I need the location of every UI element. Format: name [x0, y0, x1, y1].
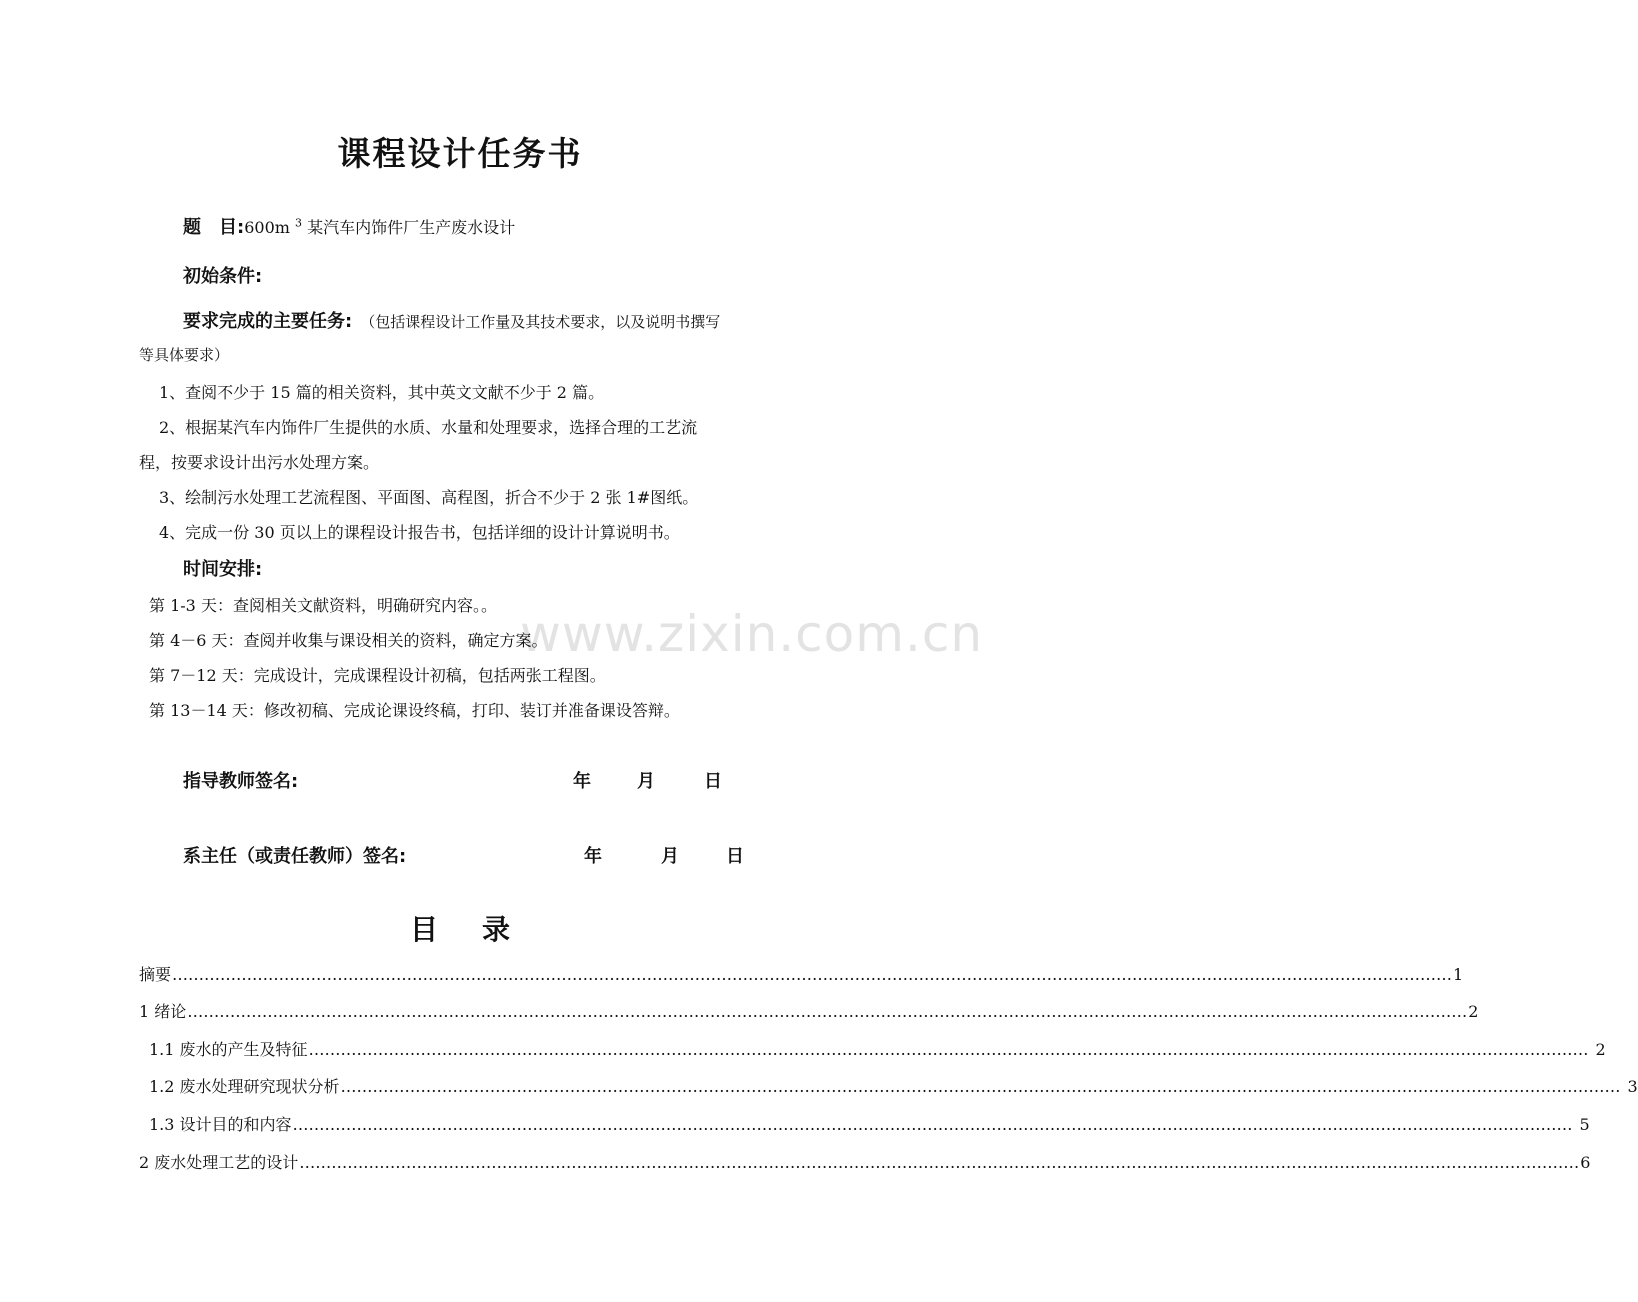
topic-label: 题 目: [183, 217, 245, 238]
main-task-note-cont: 等具体要求） [139, 346, 230, 364]
toc-entry-page: 6 [1580, 1153, 1591, 1172]
initial-conditions-label: 初始条件: [183, 266, 263, 287]
toc-entry-page: 2 [1595, 1040, 1606, 1059]
task-item-4: 4、完成一份 30 页以上的课程设计报告书，包括详细的设计计算说明书。 [159, 523, 680, 542]
head-signature-label: 系主任（或责任教师）签名: [183, 846, 407, 867]
toc-entry[interactable] [139, 999, 1479, 1022]
task-item-3: 3、绘制污水处理工艺流程图、平面图、高程图，折合不少于 2 张 1#图纸。 [159, 488, 699, 507]
head-sign-year: 年 [584, 846, 602, 867]
toc-leader [172, 965, 1452, 984]
toc-entry[interactable] [139, 962, 1464, 985]
toc-entry-label: 2 废水处理工艺的设计 [139, 1153, 299, 1172]
toc-entry-page: 5 [1579, 1115, 1590, 1134]
head-sign-month: 月 [661, 846, 679, 867]
toc-leader [187, 1002, 1467, 1021]
toc-leader [299, 1153, 1579, 1172]
toc-leader [309, 1040, 1589, 1059]
toc-entry-label: 1.3 设计目的和内容 [149, 1115, 292, 1134]
toc-title: 目 录 [409, 913, 511, 946]
topic-line [183, 213, 515, 239]
teacher-sign-month: 月 [637, 771, 655, 792]
toc-entry[interactable] [139, 1150, 1591, 1173]
task-item-1: 1、查阅不少于 15 篇的相关资料，其中英文文献不少于 2 篇。 [159, 383, 605, 402]
schedule-label: 时间安排: [183, 559, 263, 580]
teacher-signature-label: 指导教师签名: [183, 771, 299, 792]
schedule-item-1: 第 1-3 天：查阅相关文献资料，明确研究内容。。 [149, 596, 497, 615]
topic-value: 600m $^3$ 某汽车内饰件厂生产废水设计 [244, 216, 516, 237]
toc-entry-label: 1.2 废水处理研究现状分析 [149, 1077, 340, 1096]
main-task-label: 要求完成的主要任务: [183, 311, 353, 332]
schedule-item-4: 第 13－14 天：修改初稿、完成论课设终稿，打印、装订并准备课设答辩。 [149, 701, 680, 720]
main-task-line [183, 307, 720, 333]
toc-entry-page: 2 [1468, 1002, 1479, 1021]
head-sign-day: 日 [726, 846, 744, 867]
teacher-sign-year: 年 [573, 771, 591, 792]
toc-entry-label: 1 绪论 [139, 1002, 187, 1021]
task-item-2: 2、根据某汽车内饰件厂生提供的水质、水量和处理要求，选择合理的工艺流 [159, 418, 698, 437]
toc-entry[interactable] [149, 1037, 1606, 1060]
toc-entry-page: 3 [1627, 1077, 1638, 1096]
toc-entry[interactable] [149, 1074, 1638, 1097]
task-item-2-cont: 程，按要求设计出污水处理方案。 [139, 453, 380, 472]
schedule-item-3: 第 7－12 天：完成设计，完成课程设计初稿，包括两张工程图。 [149, 666, 606, 685]
schedule-item-2: 第 4－6 天：查阅并收集与课设相关的资料，确定方案。 [149, 631, 548, 650]
main-task-note: （包括课程设计工作量及其技术要求，以及说明书撰写 [360, 313, 721, 331]
page-title: 课程设计任务书 [337, 134, 583, 173]
toc-entry-page: 1 [1453, 965, 1464, 984]
toc-entry-label: 摘要 [139, 965, 172, 984]
teacher-sign-day: 日 [704, 771, 722, 792]
toc-leader [293, 1115, 1573, 1134]
toc-entry[interactable] [149, 1112, 1590, 1135]
toc-leader [341, 1077, 1621, 1096]
toc-entry-label: 1.1 废水的产生及特征 [149, 1040, 308, 1059]
watermark: www.zixin.com.cn [520, 605, 984, 663]
